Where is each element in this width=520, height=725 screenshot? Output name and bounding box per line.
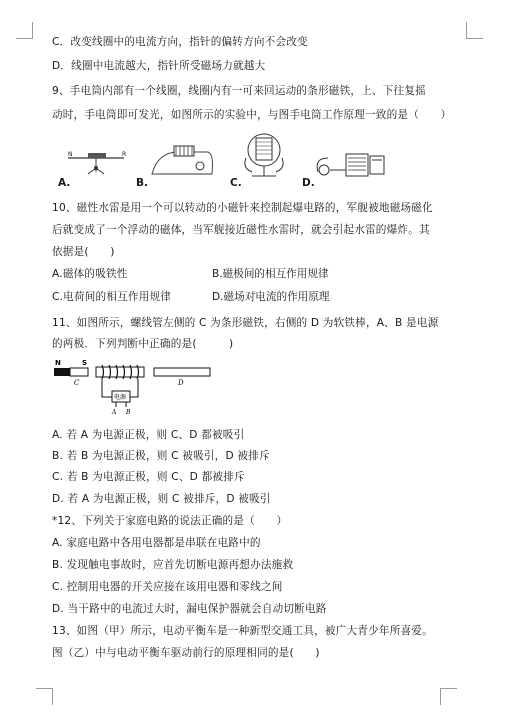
q9-figure-a [66, 138, 130, 180]
terminal-a-label: A [112, 409, 117, 416]
q9-option-c-label: C. [230, 177, 242, 189]
q9-option-b-label: B. [136, 177, 148, 189]
q9-stem-line-2: 动时，手电筒即可发光，如图所示的实验中，与图手电筒工作原理一致的是（ ） [52, 109, 452, 121]
q10-stem-line-1: 10、磁性水雷是用一个可以转动的小磁针来控制起爆电路的，军舰被地磁场磁化 [52, 202, 433, 214]
crop-mark-top-right [466, 22, 483, 39]
q10-stem-line-2: 后就变成了一个浮动的磁体，当军舰接近磁性水雷时，就会引起水雷的爆炸。其 [52, 224, 430, 236]
q11-option-a: A. 若 A 为电源正极，则 C、D 都被吸引 [52, 429, 245, 441]
crop-mark-top-left [16, 22, 33, 39]
q13-stem-line-1: 13、如图（甲）所示，电动平衡车是一种新型交通工具，被广大青少年所喜爱。 [52, 625, 433, 637]
q10-option-b: B.磁极间的相互作用规律 [212, 268, 329, 280]
q11-stem-line-1: 11、如图所示，螺线管左侧的 C 为条形磁铁，右侧的 D 为软铁棒，A、B 是电源 [52, 317, 439, 329]
svg-text:N: N [68, 151, 73, 158]
crop-mark-bottom-left [36, 688, 53, 705]
q11-option-d: D. 若 A 为电源正极，则 C 被排斥，D 被吸引 [52, 493, 271, 505]
q9-figure-b [148, 140, 218, 182]
q10-option-d: D.磁场对电流的作用原理 [212, 291, 330, 303]
q8-option-c: C．改变线圈中的电流方向，指针的偏转方向不会改变 [52, 36, 308, 48]
q13-stem-line-2: 图（乙）中与电动平衡车驱动前行的原理相同的是( ) [52, 647, 320, 659]
q12-option-a: A. 家庭电路中各用电器都是串联在电路中的 [52, 537, 261, 549]
q12-option-d: D. 当干路中的电流过大时，漏电保护器就会自动切断电路 [52, 603, 327, 615]
q8-option-d: D．线圈中电流越大，指针所受磁场力就越大 [52, 60, 266, 72]
q9-figure-d [312, 148, 390, 182]
q12-option-b: B. 发现触电事故时，应首先切断电源再想办法施救 [52, 559, 294, 571]
magnet-n-label: N [55, 359, 61, 367]
q12-option-c: C. 控制用电器的开关应接在该用电器和零线之间 [52, 581, 283, 593]
terminal-b-label: B [126, 409, 131, 416]
q11-option-b: B. 若 B 为电源正极，则 C 被吸引，D 被排斥 [52, 450, 270, 462]
q12-stem: *12、下列关于家庭电路的说法正确的是（ ） [52, 515, 288, 527]
q9-option-a-label: A. [58, 177, 71, 189]
q11-option-c: C. 若 B 为电源正极，则 C、D 都被排斥 [52, 471, 245, 483]
q10-stem-line-3: 依据是( ) [52, 246, 115, 258]
power-source-label: 电源 [114, 394, 127, 401]
crop-mark-bottom-right [440, 688, 457, 705]
q9-stem-line-1: 9、手电筒内部有一个线圈，线圈内有一可来回运动的条形磁铁，上、下往复摇 [52, 85, 426, 97]
magnet-south-half [70, 368, 88, 376]
soft-iron-d-label: D [178, 379, 184, 387]
q9-option-d-label: D. [302, 177, 315, 189]
q10-option-c: C.电荷间的相互作用规律 [52, 291, 172, 303]
svg-text:R: R [122, 151, 127, 158]
magnet-north-half [54, 368, 70, 376]
q11-stem-line-2: 的两极．下列判断中正确的是( ) [52, 338, 234, 350]
soft-iron-rod [154, 368, 210, 376]
q10-option-a: A.磁体的吸铁性 [52, 268, 128, 280]
q11-circuit-figure [52, 355, 222, 417]
magnet-s-label: S [82, 359, 88, 367]
magnet-c-label: C [74, 379, 80, 387]
q9-figure-c [238, 128, 290, 182]
